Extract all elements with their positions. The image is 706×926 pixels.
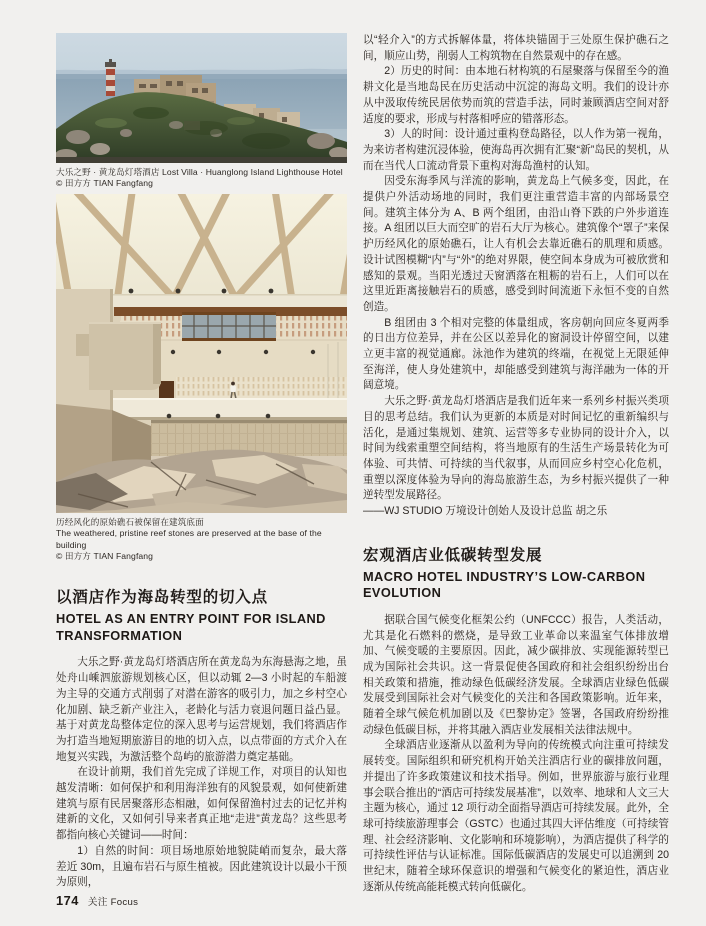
page-number: 174 — [56, 893, 79, 908]
section1-title-en: HOTEL AS AN ENTRY POINT FOR ISLAND TRANSFORMATION — [56, 611, 326, 643]
section2-title-en: MACRO HOTEL INDUSTRY’S LOW-CARBON EVOLUTION — [363, 568, 646, 601]
figure-lighthouse — [56, 33, 347, 190]
sky — [56, 33, 347, 81]
island-lighthouse-photo — [56, 33, 347, 163]
section2-body — [363, 613, 669, 896]
footer-section-cn: 关注 — [87, 897, 108, 908]
figure2-caption-credit: © 田方方 TIAN Fangfang — [56, 551, 154, 562]
figure2-caption-cn: 历经风化的原始礁石被保留在建筑底面 — [56, 516, 204, 527]
paragraph: 3）人的时间：设计通过重构登岛路径，以人作为第一视角，为来访者构建沉浸体验，使海岛再次拥有汇聚“新”岛民的契机，从而在当代人口流动背景下重构对海岛渔村的认知。 — [363, 128, 669, 172]
figure1-caption-title: 大乐之野 · 黄龙岛灯塔酒店 Lost Villa · Huanglong Island Lighthouse Hotel — [56, 167, 343, 177]
paragraph: 大乐之野·黄龙岛灯塔酒店所在黄龙岛为东海悬海之地，虽处舟山嵊泗旅游规划核心区，但以动辄 2—3 小时起的车船渡为主导的交通方式削弱了对潜在游客的吸引力，加之乡村空心化加剧、缺乏新产业注入，老龄化与活力衰退问题日益凸显。基于对黄龙岛整体定位的深入思考与运营规划，我们将酒店作为打造当地短期旅游目的地的切入点，以点带面的方式介入在地复兴实践，为激活整个岛屿的旅游潜力奠定基础。 — [56, 656, 347, 763]
footer-section-en: Focus — [110, 897, 139, 908]
right-column — [363, 33, 669, 895]
paragraph: B 组团由 3 个相对完整的体量组成，客房朝向回应冬夏两季的日出方位差异，并在公区以差异化的窗洞设计停留空间，以建立更丰富的视觉通廊。泳池作为建筑的终端，在视觉上无限延伸至海洋，使人身处建筑中，却能感受到建筑与海洋融为一体的开阔意境。 — [363, 316, 669, 392]
footer-section-label — [88, 894, 138, 908]
left-column — [56, 33, 347, 891]
foreground-shadow — [56, 157, 347, 163]
paragraph: 在设计前期，我们首先完成了详规工作，对项目的认知也越发清晰：如何保护和利用海洋独有的风貌景观，如何使新建建筑与原有民居聚落形态相融，如何保留渔村过去的记忆并构建新的文化，又如何引导来者真正地“走进”黄龙岛？这些思考都指向核心关键词——时间： — [56, 766, 347, 842]
figure2-caption-en: The weathered, pristine reef stones are preserved at the base of the building — [56, 528, 322, 550]
figure2-caption — [56, 517, 347, 563]
attribution-line: ——WJ STUDIO 万境设计创始人及设计总监 胡之乐 — [363, 505, 608, 518]
section1-heading — [56, 588, 347, 644]
figure1-caption — [56, 167, 347, 190]
paragraph: 全球酒店业逐渐从以盈利为导向的传统模式向注重可持续发展转变。国际组织和研究机构开始关注酒店行业的碳排放问题，并提出了许多政策建议和技术指导。例如，世界旅游与旅行业理事会联合推出的“酒店可持续发展基准”，以效率、地球和人文三大主题为核心，通过 12 项行动全面指导酒店可持续发展。此外，全球可持续旅游理事会（GSTC）也通过其四大评估维度（可持续管理、社会经济影响、文化影响和环境影响），为酒店提供了科学的可持续性评估与认证标准。国际低碳酒店的发展史可以追溯到 20 世纪末，随着全球环保意识的增强和气候变化的紧迫性，酒店业逐渐从传统高能耗模式转向低碳化。 — [363, 739, 669, 893]
figure1-caption-credit: © 田方方 TIAN Fangfang — [56, 178, 154, 189]
section1-title-cn: 以酒店作为海岛转型的切入点 — [56, 589, 268, 607]
lighthouse-tower — [105, 59, 116, 96]
section2-title-cn: 宏观酒店业低碳转型发展 — [363, 546, 543, 564]
section2-heading — [363, 546, 669, 602]
paragraph: 2）历史的时间：由本地石材构筑的石屋聚落与保留至今的渔耕文化是当地岛民在历史活动中沉淀的海岛文明。我们的设计亦从中汲取传统民居依势而筑的营造手法，同时兼顾酒店空间对舒适度的要求，形成与村落相呼应的错落形态。 — [363, 65, 669, 125]
paragraph: 大乐之野·黄龙岛灯塔酒店是我们近年来一系列乡村振兴类项目的思考总结。我们认为更新的本质是对时间记忆的重新编织与活化，是通过集规划、建筑、运营等多专业协同的设计介入，以时间为线索重塑空间结构，将当地原有的生活生产场景转化为可体验、可共情、可持续的当代叙事，从而回应乡村空心化危机，重塑以深度体验为导向的海岛旅游生态，为乡村振兴提供了一种逆转型发展路径。 — [363, 395, 669, 502]
section1-body — [56, 655, 347, 891]
rock-hall-interior-photo — [56, 194, 347, 513]
paragraph-continued: 以“轻介入”的方式拆解体量，将体块锚固于三处原生保护礁石之间，顺应山势，削弱人工构筑物在自然景观中的存在感。 — [363, 34, 669, 62]
page-footer — [56, 893, 138, 908]
paragraph: 因受东海季风与洋流的影响，黄龙岛上气候多变，因此，在提供户外活动场地的同时，我们更注重营造丰富的内部场景空间。建筑主体分为 A、B 两个组团，由沿山脊下跌的户外步道连接。A 组团以巨大而空旷的岩石大厅为核心。建筑像个“罩子”来保护历经风化的原始礁石，让人有机会去靠近礁石的肌理和质感。设计试图模糊“内”与“外”的绝对界限，使空间本身成为可被欣赏和感知的景观。当阳光透过天窗洒落在粗粝的岩石上，人们可以在这里近距离接触岩石的质感，感受到时间流逝下永恒不变的自然创造。 — [363, 175, 669, 313]
paragraph: 1）自然的时间：项目场地原始地貌陡峭而复杂，最大落差近 30m，且遍布岩石与原生植被。因此建筑设计以最小干预为原则， — [56, 844, 347, 889]
paragraph: 据联合国气候变化框架公约（UNFCCC）报告，人类活动，尤其是化石燃料的燃烧，是导致工业革命以来温室气体排放增加、气候变暖的主要原因。因此，减少碳排放、实现能源转型已成为国际社会共识。这一背景促使各国政府和社会组织纷纷出台相关政策和措施，推动绿色低碳经济发展。全球酒店业绿色低碳发展受到国际社会对气候变化的关注和各国政策影响。近年来，随着全球气候危机加剧以及《巴黎协定》签署，各国政府纷纷推动绿色低碳目标，并将其融入酒店业发展相关法律法规中。 — [363, 613, 669, 736]
section1-continued-body — [363, 33, 669, 520]
figure-interior — [56, 194, 347, 563]
